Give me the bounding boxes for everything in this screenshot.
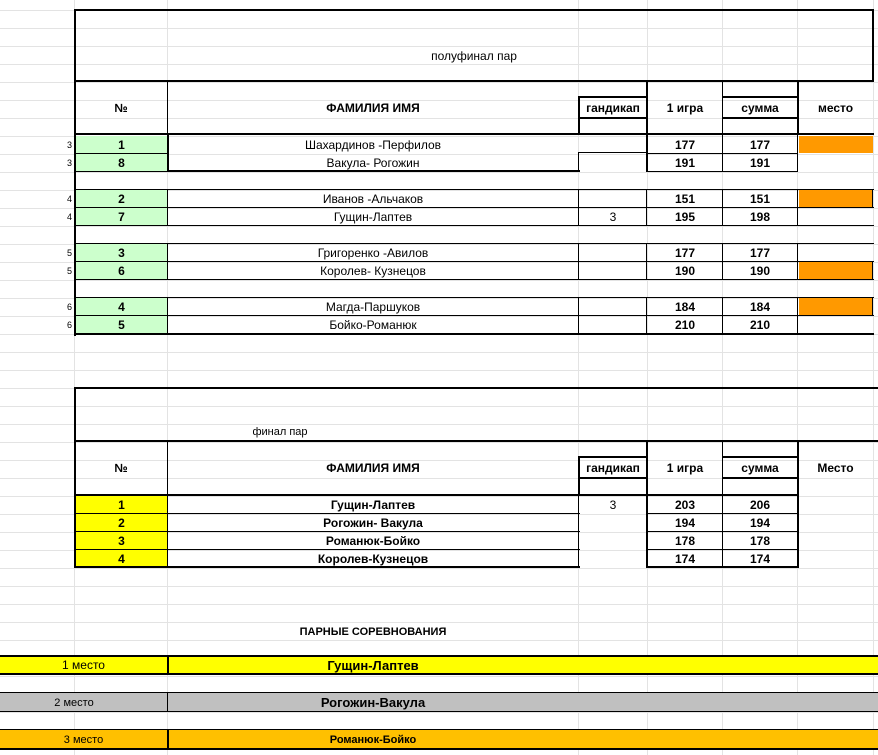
final-title: финал пар (252, 426, 308, 438)
pair-sum: 177 (749, 138, 771, 152)
grid-row-line (0, 676, 878, 677)
grid-row-line (0, 352, 878, 353)
grid-row-line (0, 172, 878, 173)
pair-handicap (580, 154, 646, 172)
header-handicap: гандикап (586, 101, 640, 115)
pair-sum: 184 (749, 300, 771, 314)
pair-name: Королев-Кузнецов (317, 551, 429, 566)
results-title: ПАРНЫЕ СОРЕВНОВАНИЯ (299, 626, 447, 638)
grid-row-line (0, 568, 878, 569)
pair-name: Иванов -Альчаков (322, 192, 424, 206)
header-place: Место (817, 461, 854, 475)
pair-name: Шахардинов -Перфилов (304, 138, 442, 152)
grid-column-line (873, 0, 874, 755)
pair-number: 2 (76, 514, 167, 532)
pair-name: Королев- Кузнецов (320, 264, 426, 278)
third-place-name: Романюк-Бойко (329, 734, 417, 746)
pair-name: Рогожин- Вакула (323, 516, 423, 530)
pair-handicap (580, 532, 646, 550)
pair-handicap: 3 (609, 498, 617, 512)
pair-name: Григоренко -Авилов (317, 246, 429, 260)
pair-name: Гущин-Лаптев (333, 210, 413, 224)
pair-name: Магда-Паршуков (325, 300, 421, 314)
second-place-label: 2 место (54, 697, 94, 709)
pair-sum: 210 (749, 318, 771, 332)
row-label: 3 (66, 140, 72, 150)
pair-sum: 190 (749, 264, 771, 278)
pair-game1: 177 (674, 138, 696, 152)
third-place-label: 3 место (63, 734, 104, 746)
grid-row-line (0, 370, 878, 371)
pair-game1: 203 (674, 498, 696, 512)
place-marker (799, 298, 873, 315)
grid-row-line (0, 604, 878, 605)
pair-number: 4 (76, 298, 167, 316)
grid-row-line (0, 226, 878, 227)
grid-row-line (0, 622, 878, 623)
row-label: 5 (66, 248, 72, 258)
pair-handicap: 3 (609, 210, 617, 224)
header-name: ФАМИЛИЯ ИМЯ (326, 461, 420, 475)
pair-game1: 178 (674, 534, 696, 548)
pair-number: 8 (76, 154, 167, 172)
header-sum: сумма (741, 101, 779, 115)
pair-game1: 210 (674, 318, 696, 332)
header-handicap: гандикап (586, 461, 640, 475)
grid-row-line (0, 280, 878, 281)
pair-number: 4 (76, 550, 167, 567)
pair-number: 7 (76, 208, 167, 226)
row-label: 3 (66, 158, 72, 168)
pair-sum: 206 (749, 498, 771, 512)
pair-game1: 195 (674, 210, 696, 224)
pair-game1: 174 (674, 551, 696, 566)
pair-game1: 177 (674, 246, 696, 260)
pair-handicap (580, 262, 646, 280)
pair-number: 1 (76, 496, 167, 514)
pair-handicap (580, 550, 646, 567)
place-marker (799, 262, 873, 279)
pair-game1: 190 (674, 264, 696, 278)
grid-row-line (0, 406, 878, 407)
pair-number: 6 (76, 262, 167, 280)
pair-sum: 177 (749, 246, 771, 260)
pair-game1: 194 (674, 516, 696, 530)
first-place-label: 1 место (62, 658, 105, 672)
pair-sum: 194 (749, 516, 771, 530)
place-marker (799, 190, 873, 207)
pair-sum: 178 (749, 534, 771, 548)
row-label: 6 (66, 320, 72, 330)
row-label: 5 (66, 266, 72, 276)
grid-row-line (0, 712, 878, 713)
pair-number: 5 (76, 316, 167, 334)
pair-name: Вакула- Рогожин (326, 156, 420, 170)
pair-number: 3 (76, 532, 167, 550)
header-game1: 1 игра (666, 461, 704, 475)
header-game1: 1 игра (666, 101, 704, 115)
header-num: № (114, 461, 128, 475)
second-place-name: Рогожин-Вакула (320, 694, 426, 710)
pair-number: 1 (76, 136, 167, 154)
header-sum: сумма (741, 461, 779, 475)
grid-row-line (0, 640, 878, 641)
grid-row-line (0, 586, 878, 587)
row-label: 4 (66, 194, 72, 204)
pair-handicap (580, 298, 646, 316)
pair-name: Романюк-Бойко (325, 534, 421, 548)
pair-handicap (580, 316, 646, 334)
pair-number: 3 (76, 244, 167, 262)
pair-game1: 184 (674, 300, 696, 314)
pair-game1: 191 (674, 156, 696, 170)
pair-handicap (580, 190, 646, 208)
pair-number: 2 (76, 190, 167, 208)
row-label: 6 (66, 302, 72, 312)
pair-name: Гущин-Лаптев (330, 498, 416, 512)
pair-game1: 151 (674, 192, 696, 206)
header-place: место (817, 101, 854, 115)
pair-handicap (580, 244, 646, 262)
pair-sum: 151 (749, 192, 771, 206)
row-label: 4 (66, 212, 72, 222)
semifinal-title: полуфинал пар (431, 49, 517, 63)
pair-sum: 174 (749, 551, 771, 566)
pair-sum: 198 (749, 210, 771, 224)
pair-handicap (580, 514, 646, 532)
header-num: № (114, 101, 128, 115)
pair-name: Бойко-Романюк (329, 318, 417, 332)
pair-sum: 191 (749, 156, 771, 170)
header-name: ФАМИЛИЯ ИМЯ (326, 101, 420, 115)
place-marker (799, 136, 873, 153)
first-place-name: Гущин-Лаптев (327, 657, 419, 673)
